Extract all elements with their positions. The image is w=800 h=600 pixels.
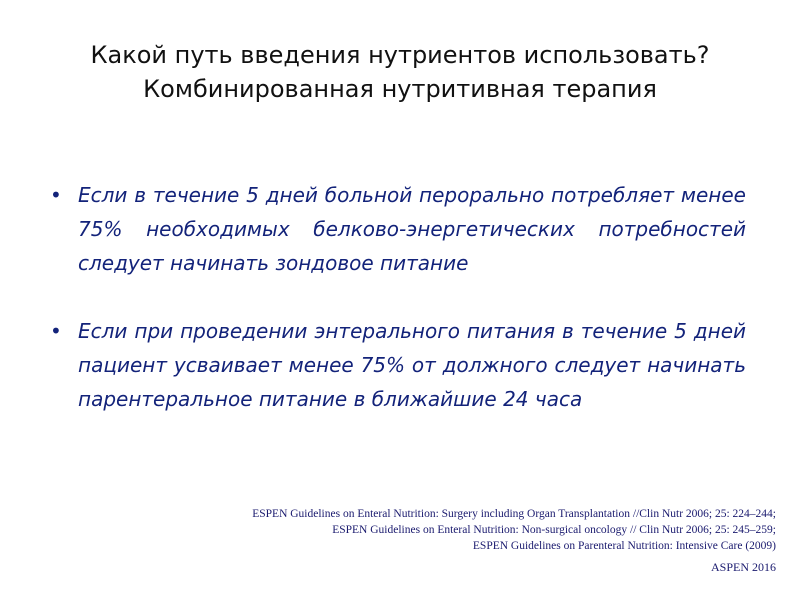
bullet-icon: • [50,183,62,207]
bullet-icon: • [50,319,62,343]
bullet-item-2 [50,314,746,416]
bullet-text: Если в течение 5 дней больной перорально потребляет менее 75% необходимых белково-энергетических потребностей следует начинать зондовое питание [78,183,746,275]
title-line-2: Комбинированная нутритивная терапия [143,75,657,103]
reference-3: ESPEN Guidelines on Parenteral Nutrition: Intensive Care (2009) [472,540,776,552]
reference-1: ESPEN Guidelines on Enteral Nutrition: Surgery including Organ Transplantation //Clin Nutr 2006; 25: 224–244; [252,508,776,520]
title-line-1: Какой путь введения нутриентов использовать? [90,41,710,69]
bullet-item-1 [50,178,746,280]
reference-2: ESPEN Guidelines on Enteral Nutrition: Non-surgical oncology // Clin Nutr 2006; 25: 245–259; [332,524,776,536]
bullet-list [50,178,746,416]
aspen-reference: ASPEN 2016 [710,560,776,574]
slide-title [40,38,760,106]
bullet-text: Если при проведении энтерального питания в течение 5 дней пациент усваивает менее 75% от должного следует начинать парентеральное питание в ближайшие 24 часа [78,319,746,411]
references [76,506,776,554]
